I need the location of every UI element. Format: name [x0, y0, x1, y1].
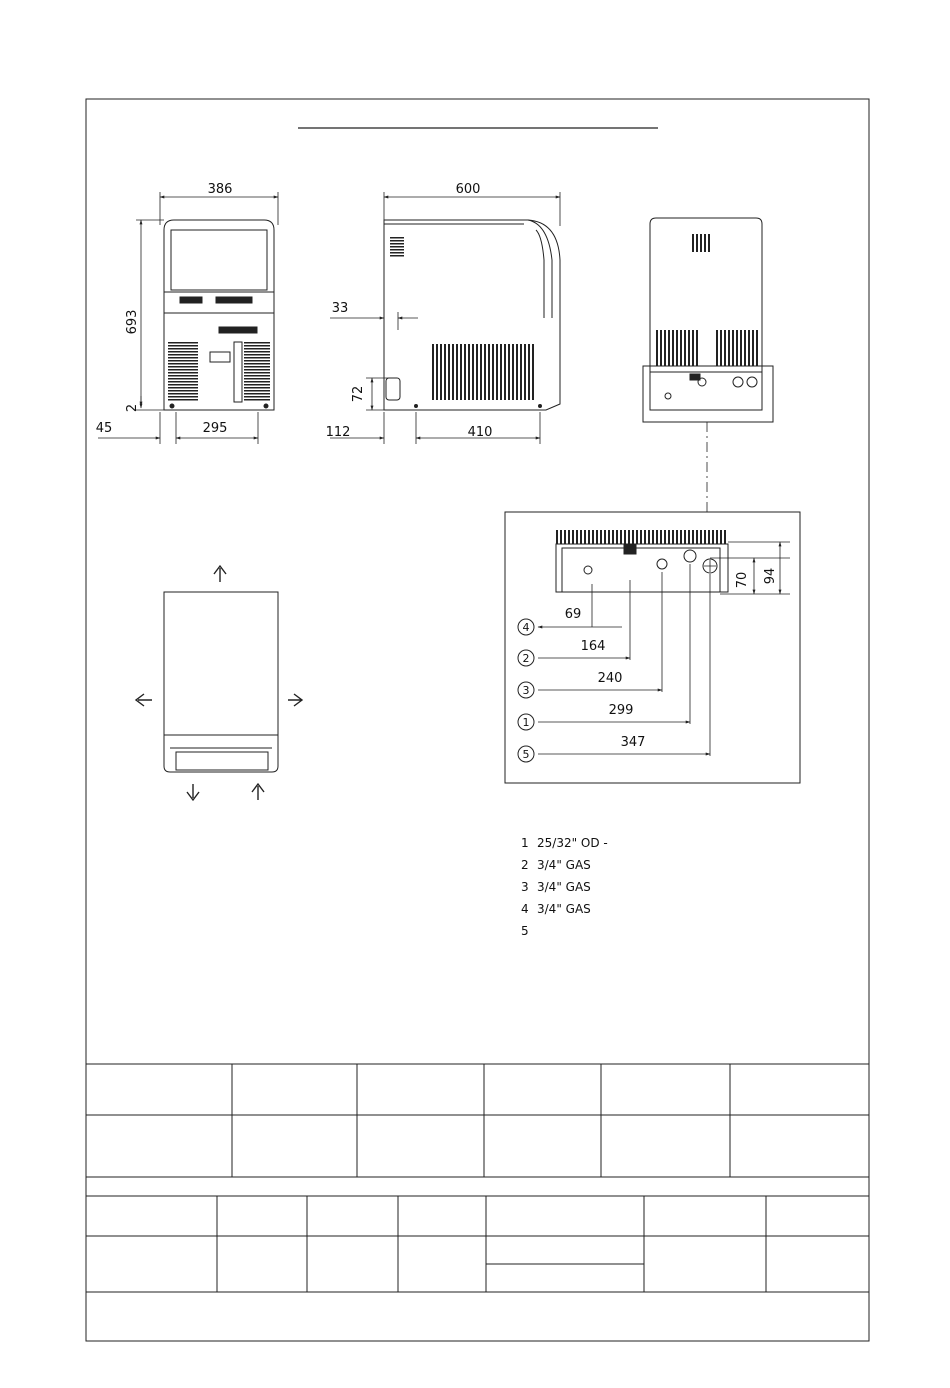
side-rear-offset-label: 112	[325, 425, 351, 440]
front-view	[164, 220, 274, 410]
side-view	[384, 220, 560, 410]
legend-text: 3/4" GAS	[537, 880, 591, 894]
marker-2-distance: 164	[580, 639, 606, 654]
legend-number: 4	[521, 902, 529, 916]
airflow-arrows	[136, 566, 302, 800]
legend-row	[521, 858, 591, 878]
front-foot-span-label: 295	[202, 421, 228, 436]
legend-text: 25/32" OD -	[537, 836, 608, 850]
legend-row	[521, 880, 591, 900]
legend-number: 1	[521, 836, 529, 850]
detail-height-70-label: 70	[735, 571, 750, 589]
title-block	[86, 1064, 869, 1292]
legend-row	[521, 836, 608, 856]
side-dimensions	[330, 192, 560, 444]
marker-1-distance: 299	[608, 703, 634, 718]
front-height-label: 693	[125, 309, 140, 335]
arrow-right-icon	[288, 694, 302, 706]
arrow-up-icon	[214, 566, 226, 582]
side-depth-label: 600	[455, 182, 481, 197]
detail-markers	[518, 607, 645, 762]
arrow-up-icon	[252, 784, 264, 800]
detail-dimensions	[538, 542, 790, 756]
arrow-down-icon	[187, 784, 199, 800]
legend-text: 3/4" GAS	[537, 858, 591, 872]
detail-height-94-label: 94	[763, 567, 778, 585]
sheet-border	[86, 99, 869, 1341]
legend-number: 5	[521, 924, 529, 938]
side-inlet-offset-label: 33	[331, 301, 349, 316]
detail-unit	[556, 530, 728, 592]
side-foot-span-label: 410	[467, 425, 493, 440]
legend-text: 3/4" GAS	[537, 902, 591, 916]
marker-1-number: 1	[522, 716, 530, 729]
marker-5-number: 5	[522, 748, 530, 761]
front-foot-height-label: 2	[125, 403, 140, 413]
legend-row	[521, 902, 591, 922]
legend-number: 2	[521, 858, 529, 872]
marker-3-distance: 240	[597, 671, 623, 686]
marker-2-number: 2	[522, 652, 530, 665]
marker-4-number: 4	[522, 621, 530, 634]
front-offset-label: 45	[95, 421, 113, 436]
marker-3-number: 3	[522, 684, 530, 697]
marker-4-distance: 69	[564, 607, 582, 622]
detail-frame	[505, 512, 800, 783]
side-inlet-height-label: 72	[351, 385, 366, 403]
marker-5-distance: 347	[620, 735, 646, 750]
legend-number: 3	[521, 880, 529, 894]
front-width-label: 386	[207, 182, 233, 197]
legend-row	[521, 924, 537, 944]
rear-view	[643, 218, 773, 422]
clearance-view	[164, 592, 278, 772]
arrow-left-icon	[136, 694, 152, 706]
